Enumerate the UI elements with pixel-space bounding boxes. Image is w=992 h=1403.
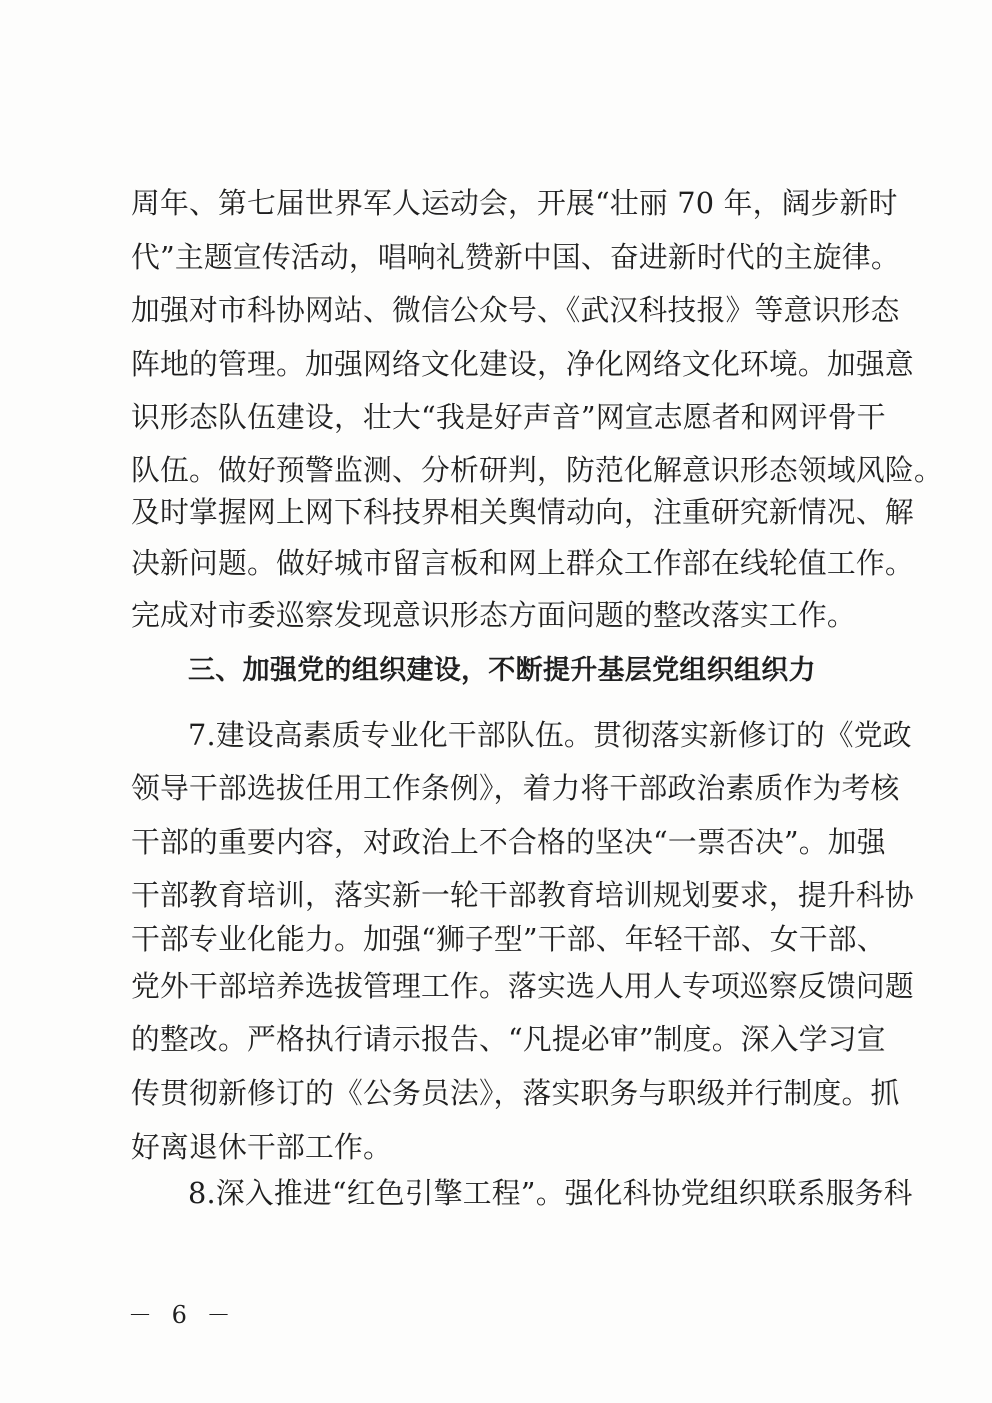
text-line: 完成对市委巡察发现意识形态方面问题的整改落实工作。: [131, 598, 856, 632]
text-line: 周年、第七届世界军人运动会，开展“壮丽 70 年，阔步新时: [131, 186, 898, 220]
section-heading: 三、加强党的组织建设，不断提升基层党组织组织力: [188, 655, 816, 686]
text-line: 阵地的管理。加强网络文化建设，净化网络文化环境。加强意: [131, 347, 914, 381]
text-line: 党外干部培养选拔管理工作。落实选人用人专项巡察反馈问题: [131, 969, 914, 1003]
text-line: 干部教育培训，落实新一轮干部教育培训规划要求，提升科协: [131, 878, 914, 912]
text-line: 干部专业化能力。加强“狮子型”干部、年轻干部、女干部、: [131, 922, 886, 956]
text-line: 识形态队伍建设，壮大“我是好声音”网宣志愿者和网评骨干: [131, 400, 886, 434]
text-line: 及时掌握网上网下科技界相关舆情动向，注重研究新情况、解: [131, 495, 914, 529]
text-line: 队伍。做好预警监测、分析研判，防范化解意识形态领域风险。: [131, 453, 943, 487]
page-number: － 6 －: [128, 1301, 237, 1329]
text-line: 决新问题。做好城市留言板和网上群众工作部在线轮值工作。: [131, 546, 914, 580]
text-line: 好离退休干部工作。: [131, 1130, 392, 1164]
text-line: 7.建设高素质专业化干部队伍。贯彻落实新修订的《党政: [188, 718, 912, 752]
text-line: 8.深入推进“红色引擎工程”。强化科协党组织联系服务科: [188, 1176, 913, 1210]
text-line: 的整改。严格执行请示报告、“凡提必审”制度。深入学习宣: [131, 1022, 886, 1056]
text-line: 领导干部选拔任用工作条例》，着力将干部政治素质作为考核: [131, 771, 900, 805]
text-line: 干部的重要内容，对政治上不合格的坚决“一票否决”。加强: [131, 825, 886, 859]
text-line: 加强对市科协网站、微信公众号、《武汉科技报》等意识形态: [131, 293, 900, 327]
text-line: 代”主题宣传活动，唱响礼赞新中国、奋进新时代的主旋律。: [131, 240, 900, 274]
text-line: 传贯彻新修订的《公务员法》，落实职务与职级并行制度。抓: [131, 1076, 900, 1110]
